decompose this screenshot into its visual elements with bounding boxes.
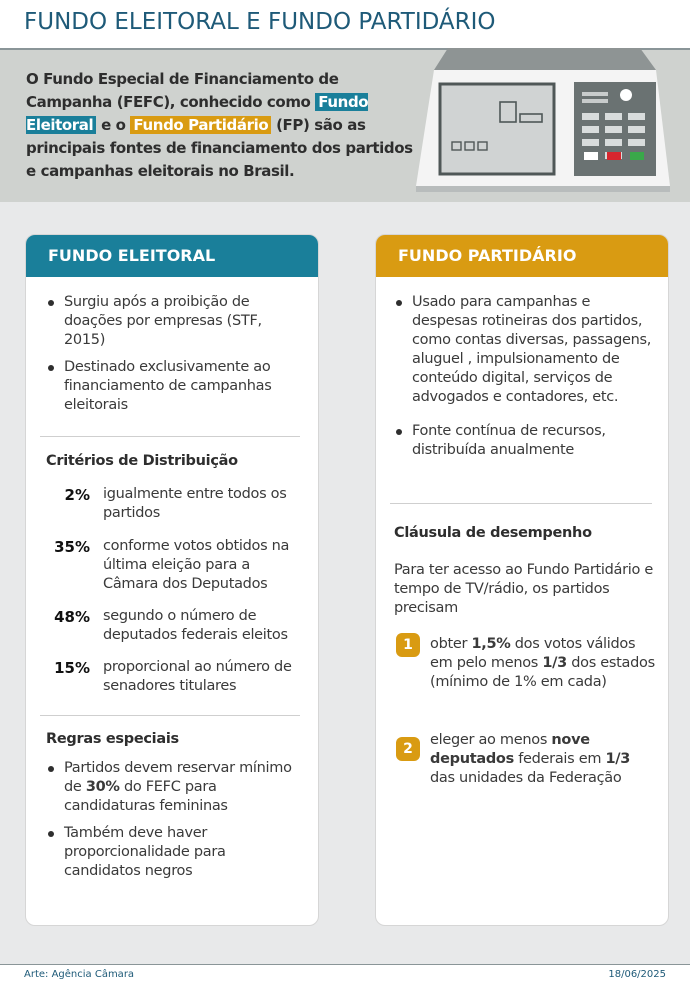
fundo-eleitoral-card: [25, 234, 319, 926]
divider: [390, 503, 652, 504]
criteria-title: Critérios de Distribuição: [46, 453, 238, 469]
rule-text: do FEFC para candidaturas femininas: [64, 779, 228, 814]
step-number: 2: [396, 737, 420, 761]
intro-part-3: (FP) são as principais fontes de financiamento dos partidos e campanhas eleitorais no Brasil.: [26, 116, 413, 180]
step-part: dos estados (mínimo de 1% em cada): [430, 655, 655, 690]
intro-part-2: e o: [96, 116, 131, 134]
step-bold: nove deputados: [430, 732, 590, 767]
fundo-eleitoral-bullets: [46, 293, 304, 415]
step-part: dos votos válidos em pelo menos: [430, 636, 636, 671]
step-text: [430, 731, 655, 788]
step-text: [430, 635, 655, 692]
fundo-partidario-header: FUNDO PARTIDÁRIO: [376, 235, 668, 277]
step-bold: 1,5%: [471, 636, 511, 652]
step-part: eleger ao menos: [430, 732, 552, 748]
criterion-text: conforme votos obtidos na última eleição para a Câmara dos Deputados: [103, 538, 290, 592]
footer-credit: Arte: Agência Câmara: [24, 969, 135, 980]
list-item: Usado para campanhas e despesas rotineiras dos partidos, como contas diversas, passagens, aluguel , impulsionamento de conteúdo digital, serviços de advogados e contadores, etc.: [394, 293, 656, 407]
fundo-eleitoral-header: FUNDO ELEITORAL: [26, 235, 318, 277]
list-item: [46, 759, 304, 816]
clause-intro: Para ter acesso ao Fundo Partidário e tempo de TV/rádio, os partidos precisam: [394, 562, 653, 616]
list-item: Fonte contínua de recursos, distribuída anualmente: [394, 422, 656, 460]
step-part: federais em: [513, 751, 606, 767]
step-bold: 1/3: [542, 655, 567, 671]
list-item: Destinado exclusivamente ao financiamento de campanhas eleitorais: [46, 358, 304, 415]
fundo-partidario-card: [375, 234, 669, 926]
criterion-percent: 48%: [54, 608, 90, 626]
list-item: Também deve haver proporcionalidade para candidatos negros: [46, 824, 304, 881]
divider: [40, 715, 300, 716]
list-item: Surgiu após a proibição de doações por empresas (STF, 2015): [46, 293, 304, 350]
intro-text: [26, 68, 418, 183]
criterion-text: igualmente entre todos os partidos: [103, 486, 287, 521]
criterion-percent: 2%: [64, 486, 90, 504]
step-part: obter: [430, 636, 472, 652]
step-number: 1: [396, 633, 420, 657]
highlight-fundo-partidario: Fundo Partidário: [130, 116, 271, 134]
rules-title: Regras especiais: [46, 731, 179, 747]
intro-part-1: O Fundo Especial de Financiamento de Campanha (FEFC), conhecido como: [26, 70, 339, 111]
voting-machine-icon: [412, 48, 672, 194]
step-part: das unidades da Federação: [430, 770, 622, 786]
fundo-partidario-bullets: [394, 293, 656, 460]
rule-text: Partidos devem reservar mínimo de: [64, 760, 292, 795]
page-title: FUNDO ELEITORAL E FUNDO PARTIDÁRIO: [24, 9, 496, 35]
divider: [40, 436, 300, 437]
criterion-text: segundo o número de deputados federais eleitos: [103, 608, 288, 643]
footer: [0, 964, 690, 985]
step-bold: 1/3: [605, 751, 631, 767]
rule-percent: 30%: [85, 779, 120, 795]
criterion-text: proporcional ao número de senadores titulares: [103, 659, 292, 694]
clause-title: Cláusula de desempenho: [394, 525, 592, 541]
title-bar: [0, 0, 690, 50]
criterion-percent: 15%: [54, 659, 90, 677]
highlight-fundo-eleitoral: Fundo Eleitoral: [26, 93, 369, 134]
criterion-percent: 35%: [54, 538, 90, 556]
rules-bullets: [46, 759, 304, 881]
footer-date: 18/06/2025: [608, 969, 666, 980]
